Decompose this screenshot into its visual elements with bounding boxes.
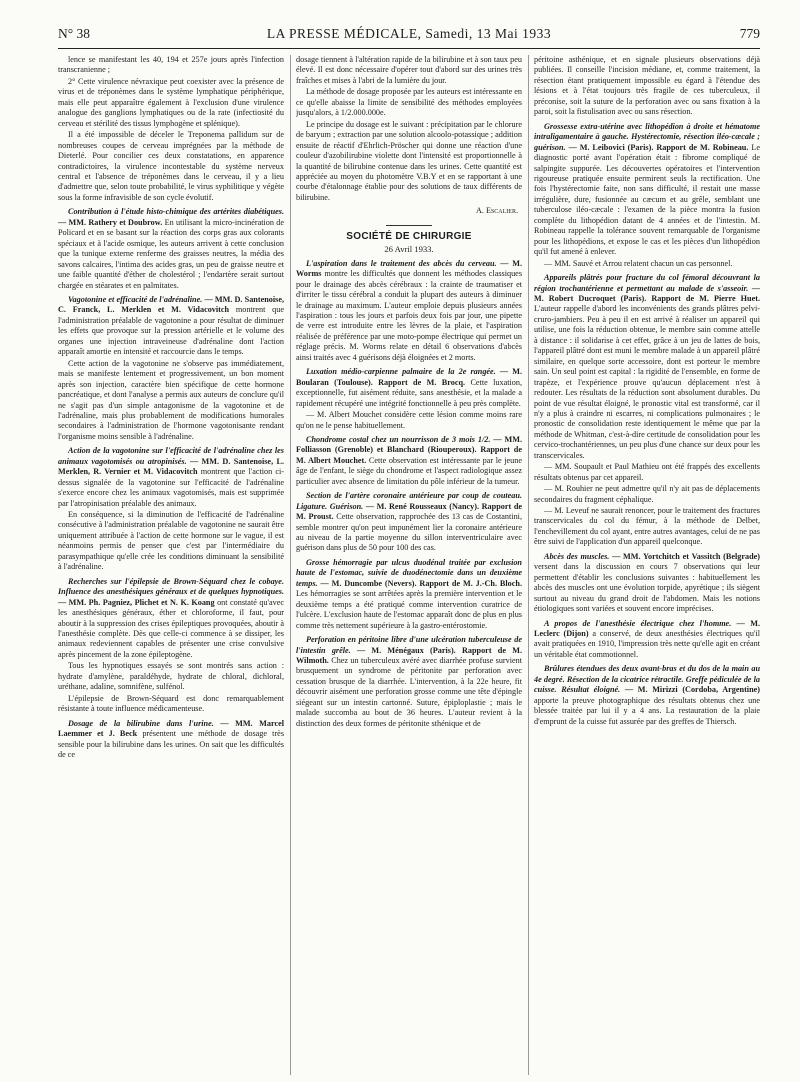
paragraph — [534, 484, 760, 505]
entry-text: péritoine asthénique, et en signale plusieurs observations déjà publiées. Il conseille l'incision médiane, et, comme traitement, la résection étant pratiquement impossible eu égard à l'étendue des lésions et à l'état toujours très fragile de ces tuberculeux, il préconise, soit la suture de la perforation avec ou sans fixation à la paroi, soit la fistulisation avec ou sans résection. — [534, 55, 760, 117]
column-rule — [290, 55, 291, 1075]
entry-text: montrent que l'administration préalable de vagotonine a pour résultat de diminuer les effets que provoque sur la pression artérielle et le volume des organes une injection intraveineuse d'adrénaline dont l'action apparaît amortie en intensité et raccourcie dans le temps. — [58, 305, 284, 357]
paragraph — [534, 259, 760, 269]
entry-title: Grossesse extra-utérine avec lithopédion à droite et hématome intraligamentaire à gauche. Hystérectomie, résection iléo-cæcale ; guérison. — [534, 121, 760, 152]
entry-authors: — MM. D. Santenoise, C. Franck, L. Merklen et M. Vidacovitch — [58, 294, 284, 315]
paragraph — [534, 506, 760, 548]
column-left — [58, 55, 284, 1075]
entry-text: Tous les hypnotiques essayés se sont montrés sans action : hydrate d'amylène, paraldéhyde, hydrate de chloral, dichloral, uréthane, adaline, somnifène, sulfénol. — [58, 661, 284, 692]
paragraph — [58, 130, 284, 203]
entry-text: Le diagnostic porté avant l'opération était : fibrome compliqué de salpingite suppurée. Les découvertes opératoires et l'intervention rigoureuse pratiquée ensuite permirent seuls la rectification. Une fois l'hystérectomie faite, non sans difficulté, il restait une masse irrégulière, dure, fusionnée au cæcum et au grêle, semblant une tuberculose iléo-cæcale : l'examen de la pièce montra la fusion complète du lithopédion datant de 4 années et de l'intestin. M. Robineau rappelle la tolérance souvent remarquable de l'organisme pour les lithopédions, et expose le cas et les pièces d'un lithopédion qu'il fut amené à enlever. — [534, 142, 760, 257]
entry-text: Le principe du dosage est le suivant : précipitation par le chlorure de baryum ; extraction par une solution alcoolo-potassique ; addition ensuite de réactif d'Ehrlich-Pröscher qui donne une réaction d'une couleur d'azobilirubine violette dont l'intensité est proportionnelle à la quantité de bilirubine contenue dans les urines. Cette quantité est appréciée au moyen du photomètre V.B.Y et en se rapportant à une courbe d'étalonnage établie pour des solutions de taux différents de bilirubine. — [296, 119, 522, 202]
paragraph — [58, 661, 284, 692]
paragraph — [534, 462, 760, 483]
entry-title: Action de la vagotonine sur l'efficacité de l'adrénaline chez les animaux vagotomisés ou atropinisés. — [58, 446, 284, 466]
entry-authors: — MM. Marcel Laemmer et J. Beck — [58, 718, 284, 739]
entry-authors: — M. Leclerc (Dijon) — [534, 618, 760, 639]
abstract-entry — [534, 552, 760, 615]
entry-title: Contribution à l'étude histo-chimique des artérites diabétiques. — [68, 207, 284, 217]
paragraph — [58, 694, 284, 715]
journal-title: LA PRESSE MÉDICALE, Samedi, 13 Mai 1933 — [266, 26, 552, 41]
entry-text: L'épilepsie de Brown-Séquard est donc remarquablement résistante à toute influence médicamenteuse. — [58, 693, 284, 714]
entry-text: Cette observation, rapprochée des 13 cas de Costantini, semble montrer qu'on peut impunément lier la coronaire antérieure au niveau de la partie moyenne du sillon interventriculaire avec guérison dans plus de 50 pour 100 des cas. — [296, 512, 522, 553]
entry-text: Cette action de la vagotonine ne s'observe pas immédiatement, mais se manifeste lentement et progressivement, un bon moment après son injection, caractère bien spécifique de cette hormone pancréatique, et dont l'analyse a permis aux auteurs de conclure qu'il ne s'agit pas d'un simple antagonisme de la vagotonine et de l'adrénaline, mais plus probablement de modifications humorales secondaires à l'administration de l'hormone vagotonisante rendant l'organisme moins sensible à l'adrénaline. — [58, 358, 284, 441]
entry-authors: — M. Ménégaux (Paris). Rapport de M. Wilmoth. — [296, 645, 522, 666]
column-rule — [528, 55, 529, 1075]
entry-text: L'auteur rappelle d'abord les inconvénients des grands plâtres pelvi-cruro-jambiers. Peu à peu il en est arrivé à réaliser un appareil qui utilise, une fois la réduction obtenue, le membre sain comme attelle à distance : il solidarise à cet effet, grâce à un jeu de lattes de bois, l'appareil plâtré dont est muni le membre malade à un appareil plâtré similaire, en quelque sorte accessoire, dont est porteur le membre sain. Un seul point est capital : la rigidité de l'ensemble, en forme de trapèze, et l'expérience prouve qu'aucun déplacement n'est à redouter. Les résultats de la réduction sont absolument durables. Du point de vue résultat éloigné, le pronostic vital est transformé, car il n'y a plus à craindre ni escarres, ni complications pulmonaires ; le pronostic de consolidation reste identiquement le même que par la méthode de Whitman, c'est-à-dire certitude de consolidation pour les cervico-trochantériennes, un peu plus d'une chance sur deux pour les transcervicales. — [534, 304, 760, 460]
entry-authors: — MM. Folliasson (Grenoble) et Blanchard (Riouperoux). Rapport de M. Albert Mouchet. — [296, 434, 522, 465]
entry-title: Appareils plâtrés pour fracture du col fémoral découvrant la région trochantérienne et permettant au malade de s'asseoir. — [534, 273, 760, 293]
paragraph — [58, 77, 284, 129]
column-right — [534, 55, 760, 1075]
entry-text: Chez un tuberculeux avéré avec diarrhée profuse survient brusquement un syndrome de péritonite par perforation avec cessation brusque de la diarrhée. L'intervention, à la 22e heure, fit découvrir aisément une perforation grosse comme une tête d'épingle siégeant sur un intestin cartonné. Suture, épiploplastie ; mais le malade succomba au bout de 36 heures. L'auteur revient à la distinction des deux formes de péritonite sthénique et de — [296, 656, 522, 728]
entry-text: — MM. Sauvé et Arrou relatent chacun un cas personnel. — [544, 258, 733, 268]
entry-title: Section de l'artère coronaire antérieure par coup de couteau. Ligature. Guérison. — [296, 491, 522, 511]
entry-text: montre les difficultés que donnent les méthodes classiques pour le drainage des abcès cérébraux : la crainte de traumatiser et d'irriter le tissu cérébral a conduit la plupart des auteurs à diminuer le drainage au maximum. L'auteur emploie depuis plusieurs années l'aspiration : tous les jours et parfois deux fois par jour, une pipette de verre est introduite entre les lèvres de la plaie, et l'aspiration réalisée de préférence par une moto-pompe électrique qui permet un réglage précis. M. Worms relate en détail 6 observations d'abcès ainsi traités avec 4 guérisons déjà éloignées et 2 morts. — [296, 269, 522, 362]
column-middle — [296, 55, 522, 1075]
entry-text: lence se manifestant les 40, 194 et 257e jours après l'infection transcranienne ; — [58, 55, 284, 75]
signature: A. Escalier. — [475, 206, 518, 216]
entry-title: Luxation médio-carpienne palmaire de la 2e rangée. — [306, 367, 496, 377]
entry-authors: — M. René Rousseaux (Nancy). Rapport de M. Proust. — [296, 501, 522, 522]
abstract-entry — [534, 664, 760, 727]
abstract-entry — [296, 259, 522, 364]
running-header — [58, 24, 760, 49]
paragraph — [58, 55, 284, 76]
section-date: 26 Avril 1933. — [384, 244, 434, 255]
entry-text: ont constaté qu'avec les anesthésiques généraux, éther et chloroforme, il faut, pour aboutir à la suppression des crises épileptiques provoquées, aboutir à l'anesthésie complète. Dès que celle-ci commence à se dissiper, les animaux redeviennent capables de présenter une crise convulsive après pincement de la zone épileptogène. — [58, 597, 284, 659]
text-columns — [58, 55, 760, 1075]
entry-text: — M. Leveuf ne saurait renoncer, pour le traitement des fractures transcervicales du col du fémur, à la méthode de Delbet, l'enchevillement du col ayant, entre autres avantages, celui de ne pas être suivi de l'application d'un appareil quelconque. — [534, 506, 760, 547]
entry-title: L'aspiration dans le traitement des abcès du cerveau. — [306, 258, 497, 268]
entry-authors: — M. Mirizzi (Cordoba, Argentine) — [624, 685, 760, 695]
entry-text: Cette luxation, exceptionnelle, fut aisément réduite, sans anesthésie, et la malade a rapidement récupéré une intégrité fonctionnelle à peu près complète. — [296, 377, 522, 408]
entry-text: apporte la preuve photographique des résultats obtenus chez une blessée traitée par lui il y a 4 ans. La restauration de la plaie d'emprunt de la cuisse fut assurée par des greffes de Thiersch. — [534, 695, 760, 726]
entry-authors: — MM. Yortchitch et Vassitch (Belgrade) — [612, 551, 760, 561]
entry-authors: — M. Robert Ducroquet (Paris). Rapport de M. Pierre Huet. — [534, 283, 760, 303]
abstract-entry — [534, 122, 760, 258]
paragraph — [534, 55, 760, 118]
entry-title: Grosse hémorragie par ulcus duodénal traitée par exclusion haute de l'estomac, suivie de duodénectomie dans un deuxième temps. — [296, 557, 522, 588]
paragraph — [58, 359, 284, 443]
entry-authors: — M. Worms — [296, 258, 522, 279]
entry-authors: — M. Boularan (Toulouse). Rapport de M. Brocq. — [296, 367, 522, 387]
abstract-entry — [58, 577, 284, 661]
entry-text: La méthode de dosage proposée par les auteurs est intéressante en ce qu'elle abaisse la limite de sensibilité des méthodes employées jusqu'alors, à 1/2.000.000e. — [296, 87, 522, 118]
entry-title: Dosage de la bilirubine dans l'urine. — [68, 718, 214, 728]
entry-authors: — MM. Rathery et Doubrow. — [58, 217, 163, 227]
abstract-entry — [58, 719, 284, 761]
abstract-entry — [296, 491, 522, 554]
entry-text: — M. Albert Mouchet considère cette lésion comme moins rare qu'on ne le pense habituellement. — [296, 410, 522, 430]
entry-authors: — MM. Ph. Pagniez, Plichet et N. K. Koang — [58, 597, 215, 607]
entry-text: Cette observation est intéressante par le jeune âge de l'enfant, le siège du chondrome et l'aspect radiologique assez particulier avec absence de limitation du pôle inférieur de la tumeur. — [296, 455, 522, 486]
page-number: 779 — [739, 26, 760, 41]
entry-text: dosage tiennent à l'altération rapide de la bilirubine et à son taux peu élevé. Il est donc nécessaire d'opérer tout d'abord sur des urines très fraîches et mises à l'abri de la lumière du jour. — [296, 55, 522, 85]
entry-authors: — MM. D. Santenoise, L. Merklen, R. Vernier et M. Vidacovitch — [58, 456, 284, 477]
abstract-entry — [534, 273, 760, 461]
entry-title: A propos de l'anesthésie électrique chez l'homme. — [544, 618, 732, 628]
entry-authors: — M. Duncombe (Nevers). Rapport de M. J.-Ch. Bloch. — [320, 578, 522, 588]
paragraph — [58, 510, 284, 573]
entry-text: versent dans la discussion en cours 7 observations qui leur permettent d'établir les conclusions suivantes : habituellement les abcès des muscles ont une évolution torpide, apyrétique ; ils siègent surtout au niveau du grand droit de l'abdomen. Mais les notions étiologiques sont variées et souvent encore imprécises. — [534, 562, 760, 614]
abstract-entry — [58, 207, 284, 291]
paragraph — [296, 410, 522, 431]
entry-text: Les hémorragies se sont arrêtées après la première intervention et le deuxième temps a été pratiqué comme intervention curatrice de l'ulcère. L'exclusion haute de l'estomac apparaît donc de plus en plus comme très nettement supérieure à la gastro-entérostomie. — [296, 589, 522, 630]
abstract-entry — [58, 295, 284, 358]
issue-number: N° 38 — [58, 26, 91, 41]
paragraph — [296, 87, 522, 118]
entry-title: Abcès des muscles. — [544, 551, 610, 561]
entry-title: Perforation en péritoine libre d'une ulcération tuberculeuse de l'intestin grêle. — [296, 635, 522, 655]
section-title: SOCIÉTÉ DE CHIRURGIE — [346, 230, 472, 242]
entry-text: 2° Cette virulence névraxique peut coexister avec la présence de virus et de tréponèmes dans le système lymphatique périphérique, mais elle peut apparaître également à l'exclusion d'une virulence analogue des ganglions lymphatiques ou de la rate (infectiosité du cerveau et stérilité des tissus lymphogène et splénique). — [58, 76, 284, 128]
entry-text: En utilisant la micro-incinération de Policard et en se basant sur la réaction des corps gras aux colorants spéciaux et à l'acide osmique, les auteurs arrivent à cette conclusion que la tunique externe renferme des graisses neutres, la média des savons calcaires, l'intima des acides gras, un peu de graisse neutre et une faible quantité d'éther de cholestérol ; l'endartère serait surtout chargée en stéarates et en palmitates. — [58, 217, 284, 290]
abstract-entry — [296, 635, 522, 729]
paragraph — [296, 120, 522, 204]
entry-text: a conservé, de deux anesthésies électriques qu'il avait pratiquées en 1910, l'impression très nette qu'elle agit en créant un véritable état commotionnel. — [534, 629, 760, 659]
entry-title: Chondrome costal chez un nourrisson de 3 mois 1/2. — [306, 434, 491, 444]
entry-text: — MM. Soupault et Paul Mathieu ont été frappés des excellents résultats obtenus par cet appareil. — [534, 462, 760, 482]
entry-text: En conséquence, si la diminution de l'efficacité de l'adrénaline consécutive à l'administration préalable de vagotonine ne saurait être uniquement attribuée à l'action de cette hormone sur le vague, il est néanmoins permis de penser que c'est par l'intermédiaire du parasympathique qu'elle crée les conditions diminuant la sensibilité à l'adrénaline. — [58, 510, 284, 572]
entry-text: présentent une méthode de dosage très sensible pour la bilirubine dans les urines. On sait que les difficultés de ce — [58, 729, 284, 759]
abstract-entry — [58, 446, 284, 509]
entry-text: montrent que l'action ci-dessus signalée de la vagotonine sur l'efficacité de l'adrénaline s'exerce encore chez les animaux vagotomisés, mais est supprimée par l'atropinisation préalable des animaux. — [58, 467, 284, 508]
abstract-entry — [534, 619, 760, 661]
entry-text: Il a été impossible de déceler le Treponema pallidum sur de nombreuses coupes de cerveau imprégnées par la méthode de Dieterlé. Pour concilier ces deux constatations, en apparence contradictoires, la virulence incontestable du système nerveux central et l'absence de tréponèmes dans le cerveau, il y a lieu d'admettre que, selon toute probabilité, le virus syphilitique y végète sous la forme infravisible de son cycle évolutif. — [58, 130, 284, 202]
entry-title: Brûlures étendues des deux avant-bras et du dos de la main au 4e degré. Résection de la cicatrice rétractile. Greffe pédiculée de la cuisse. Résultat éloigné. — [534, 664, 760, 695]
paragraph — [296, 55, 522, 86]
section-divider — [386, 225, 432, 226]
entry-title: Recherches sur l'épilepsie de Brown-Séquard chez le cobaye. Influence des anesthésiques généraux et de quelques hypnotiques. — [58, 576, 284, 597]
entry-text: — M. Rouhier ne peut admettre qu'il n'y ait pas de déplacements secondaires du fragment céphalique. — [534, 484, 760, 504]
abstract-entry — [296, 367, 522, 409]
entry-authors: — M. Leibovici (Paris). Rapport de M. Robineau. — [568, 142, 749, 152]
abstract-entry — [296, 558, 522, 631]
entry-title: Vagotonine et efficacité de l'adrénaline. — [68, 294, 203, 304]
abstract-entry — [296, 435, 522, 487]
